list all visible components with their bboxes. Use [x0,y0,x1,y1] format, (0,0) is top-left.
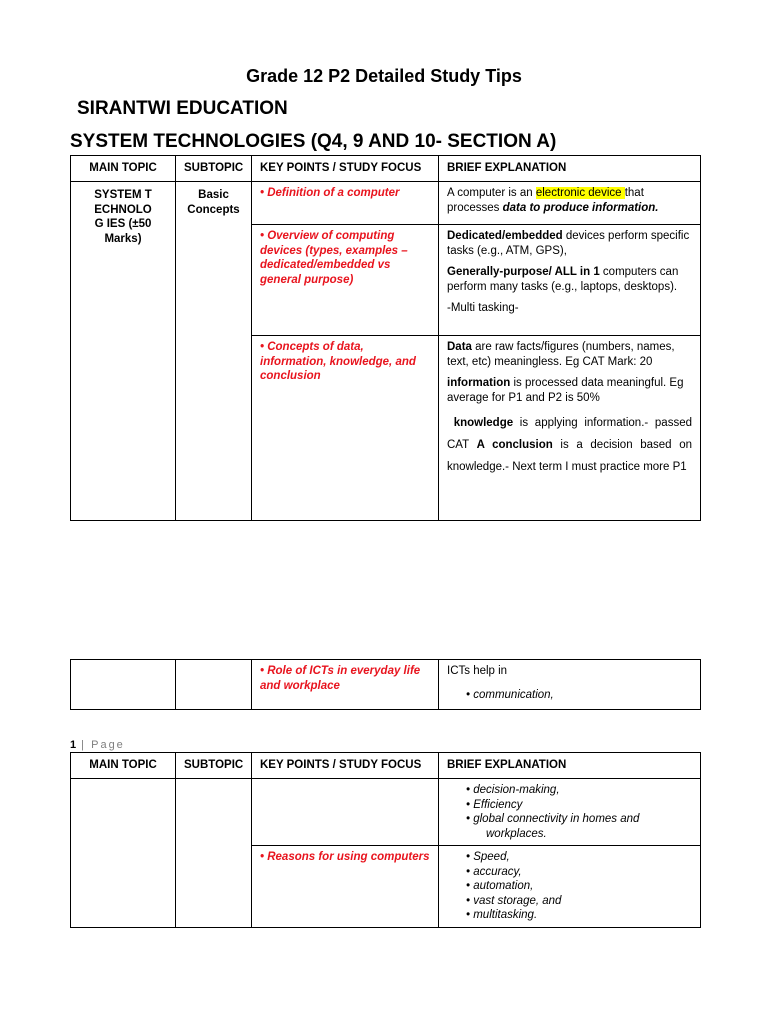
explanation-text: are raw facts/figures (numbers, names, text, etc) meaningless. Eg CAT Mark: 20 [447,341,675,368]
term-information: information [447,377,511,389]
explanation-cell [439,660,701,710]
organisation-name: SIRANTWI EDUCATION [77,98,288,119]
bullet-list [447,783,692,841]
explanation-text: A computer is an [447,187,536,199]
table-row [71,779,701,846]
main-topic-cell [71,779,176,928]
term-conclusion: A conclusion [476,439,553,451]
term-data: Data [447,341,472,353]
col-header-subtopic: SUBTOPIC [176,156,252,182]
list-item: • Efficiency [466,798,523,811]
explanation-cell [439,779,701,846]
list-item: • global connectivity in homes and workplaces. [466,813,640,840]
list-item: • accuracy, [466,865,522,878]
explanation-text: -Multi tasking- [447,302,519,314]
explanation-text: that processes [447,187,644,214]
page-footer [70,739,125,751]
table-header-row [71,156,701,182]
section-heading: SYSTEM TECHNOLOGIES (Q4, 9 AND 10- SECTION A) [70,131,557,152]
term-general-purpose: Generally-purpose/ ALL in 1 [447,266,600,278]
key-point-cell [252,660,439,710]
list-item: • automation, [466,880,534,892]
list-item: • multitasking. [466,909,538,921]
main-topic-text: SYSTEM TECHNOLOG IES (±50 Marks) [94,189,152,245]
explanation-cell [439,336,701,521]
key-point-definition: • Definition of a computer [260,187,400,199]
list-item: • communication, [466,688,554,701]
explanation-text: computers can perform many tasks (e.g., laptops, desktops). [447,266,679,293]
key-point-reasons: • Reasons for using computers [260,851,430,863]
col-header-main-topic: MAIN TOPIC [71,753,176,779]
explanation-text: is applying information.- passed CAT [447,417,692,451]
col-header-explanation: BRIEF EXPLANATION [439,156,701,182]
col-header-explanation: BRIEF EXPLANATION [439,753,701,779]
study-table-2 [70,659,701,710]
footer-separator: | [76,739,92,751]
key-point-ict-roles: • Role of ICTs in everyday life and workplace [260,665,421,692]
col-header-key-points: KEY POINTS / STUDY FOCUS [252,753,439,779]
col-header-main-topic: MAIN TOPIC [71,156,176,182]
table-row [71,660,701,710]
main-topic-cell [71,182,176,521]
key-point-cell [252,846,439,928]
explanation-text: ICTs help in [447,665,508,677]
explanation-text: is processed data meaningful. Eg average for P1 and P2 is 50% [447,377,684,404]
key-point-data-concepts: • Concepts of data, information, knowledge, and conclusion [260,341,416,382]
key-point-computing-devices: • Overview of computing devices (types, examples – dedicated/embedded vs general purpose) [260,230,408,286]
col-header-key-points: KEY POINTS / STUDY FOCUS [252,156,439,182]
term-knowledge: knowledge [453,417,514,429]
subtopic-text: Basic Concepts [187,189,240,216]
explanation-text: devices perform specific tasks (e.g., ATM, GPS), [447,230,690,257]
main-topic-cell [71,660,176,710]
list-item: • decision-making, [466,784,560,796]
explanation-cell [439,182,701,225]
highlighted-text: electronic device [535,187,625,199]
col-header-subtopic: SUBTOPIC [176,753,252,779]
bullet-list [447,850,692,923]
table-header-row [71,753,701,779]
table-row [71,182,701,225]
bullet-list [447,688,692,703]
term-dedicated: Dedicated/embedded [447,230,563,242]
key-point-cell [252,336,439,521]
page-title: Grade 12 P2 Detailed Study Tips [246,66,522,86]
key-point-cell [252,225,439,336]
key-point-cell [252,779,439,846]
explanation-text: is a decision based on knowledge.- Next term I must practice more P1 [447,439,692,473]
subtopic-cell [176,779,252,928]
explanation-cell [439,225,701,336]
page-number: 1 [70,739,77,751]
study-table-1 [70,155,701,521]
study-table-3 [70,752,701,928]
key-point-cell [252,182,439,225]
explanation-cell [439,846,701,928]
explanation-bold-text: data to produce information. [502,201,659,214]
list-item: • Speed, [466,851,510,863]
footer-page-label: Page [91,739,125,751]
subtopic-cell [176,182,252,521]
subtopic-cell [176,660,252,710]
list-item: • vast storage, and [466,894,562,907]
